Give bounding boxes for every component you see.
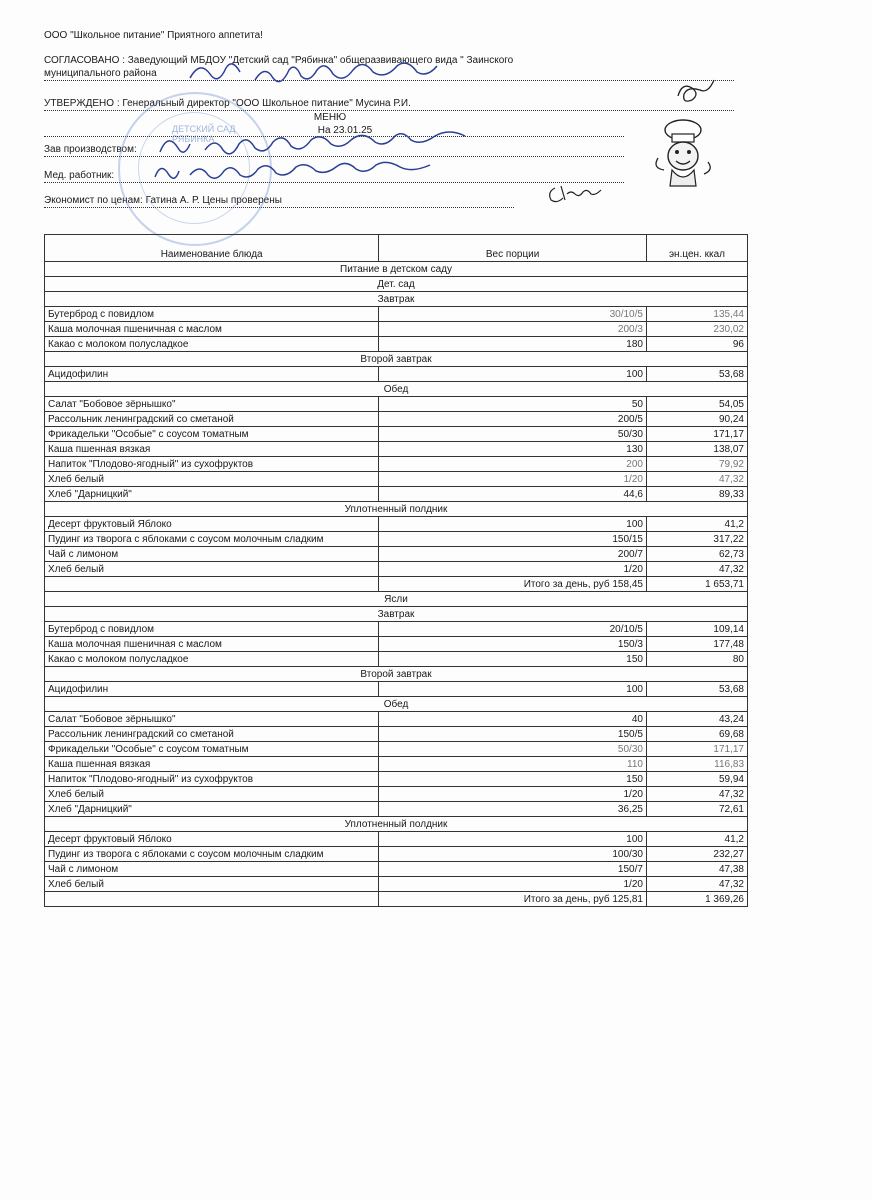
meal-title: Обед [45, 697, 748, 712]
total-row [45, 577, 748, 592]
table-row [45, 877, 748, 892]
table-row [45, 487, 748, 502]
dish-weight: 36,25 [379, 802, 647, 817]
dish-kcal: 62,73 [646, 547, 747, 562]
total-kcal: 1 369,26 [646, 892, 747, 907]
meal-row [45, 667, 748, 682]
menu-title: МЕНЮ [313, 112, 347, 123]
menu-table [44, 234, 748, 907]
dish-name: Хлеб белый [45, 787, 379, 802]
total-label: Итого за день, руб 125,81 [379, 892, 647, 907]
section-title: Дет. сад [45, 277, 748, 292]
dish-name: Пудинг из творога с яблоками с соусом молочным сладким [45, 847, 379, 862]
section-row [45, 277, 748, 292]
table-row [45, 532, 748, 547]
section-row [45, 592, 748, 607]
dish-name: Десерт фруктовый Яблоко [45, 517, 379, 532]
dish-kcal: 96 [646, 337, 747, 352]
dish-name: Ацидофилин [45, 367, 379, 382]
total-kcal: 1 653,71 [646, 577, 747, 592]
dish-kcal: 47,38 [646, 862, 747, 877]
dish-weight: 100 [379, 517, 647, 532]
dish-name: Чай с лимоном [45, 547, 379, 562]
stamp-text: ДЕТСКИЙ САД РЯБИНКА [172, 124, 236, 144]
dish-kcal: 171,17 [646, 427, 747, 442]
dish-kcal: 41,2 [646, 517, 747, 532]
dish-name: Каша молочная пшеничная с маслом [45, 322, 379, 337]
meal-title: Второй завтрак [45, 667, 748, 682]
medic-label: Мед. работник: [44, 170, 115, 181]
meal-row [45, 607, 748, 622]
table-row [45, 847, 748, 862]
dish-kcal: 232,27 [646, 847, 747, 862]
col-header-kcal: эн.цен. ккал [646, 235, 747, 262]
table-row [45, 307, 748, 322]
dish-name: Рассольник ленинградский со сметаной [45, 727, 379, 742]
table-row [45, 322, 748, 337]
dish-weight: 30/10/5 [379, 307, 647, 322]
dish-kcal: 41,2 [646, 832, 747, 847]
dish-kcal: 53,68 [646, 367, 747, 382]
dish-name: Салат "Бобовое зёрнышко" [45, 712, 379, 727]
meal-row [45, 292, 748, 307]
dish-kcal: 90,24 [646, 412, 747, 427]
table-row [45, 442, 748, 457]
dish-kcal: 53,68 [646, 682, 747, 697]
dish-kcal: 79,92 [646, 457, 747, 472]
signature-agreed [185, 58, 495, 86]
group-title-row [45, 262, 748, 277]
dish-weight: 20/10/5 [379, 622, 647, 637]
meal-row [45, 502, 748, 517]
table-row [45, 742, 748, 757]
dish-weight: 110 [379, 757, 647, 772]
dish-kcal: 116,83 [646, 757, 747, 772]
dish-name: Фрикадельки "Особые" с соусом томатным [45, 742, 379, 757]
table-row [45, 682, 748, 697]
signature-production [155, 130, 515, 160]
table-row [45, 787, 748, 802]
dish-kcal: 89,33 [646, 487, 747, 502]
agreed-line-1: СОГЛАСОВАНО : Заведующий МБДОУ "Детский сад "Рябинка" общеразвивающего вида " Заинского [44, 55, 514, 66]
signature-economist [545, 182, 605, 206]
dish-name: Пудинг из творога с яблоками с соусом молочным сладким [45, 532, 379, 547]
meal-title: Обед [45, 382, 748, 397]
dish-name: Бутерброд с повидлом [45, 622, 379, 637]
total-label: Итого за день, руб 158,45 [379, 577, 647, 592]
table-row [45, 862, 748, 877]
table-row [45, 337, 748, 352]
meal-title: Завтрак [45, 607, 748, 622]
signature-medic [150, 157, 470, 185]
dish-kcal: 317,22 [646, 532, 747, 547]
dish-name: Хлеб "Дарницкий" [45, 487, 379, 502]
meal-row [45, 352, 748, 367]
meal-title: Уплотненный полдник [45, 502, 748, 517]
agreed-line-2: муниципального района [44, 68, 157, 79]
dish-weight: 150/7 [379, 862, 647, 877]
total-row [45, 892, 748, 907]
dish-name: Десерт фруктовый Яблоко [45, 832, 379, 847]
org-title: ООО "Школьное питание" Приятного аппетита! [44, 30, 263, 41]
meal-row [45, 817, 748, 832]
dish-weight: 130 [379, 442, 647, 457]
dish-kcal: 43,24 [646, 712, 747, 727]
table-row [45, 727, 748, 742]
dish-weight: 100/30 [379, 847, 647, 862]
table-row [45, 832, 748, 847]
table-row [45, 757, 748, 772]
dish-name: Бутерброд с повидлом [45, 307, 379, 322]
dish-name: Фрикадельки "Особые" с соусом томатным [45, 427, 379, 442]
table-row [45, 562, 748, 577]
dish-name: Какао с молоком полусладкое [45, 337, 379, 352]
dish-name: Каша пшенная вязкая [45, 442, 379, 457]
dish-weight: 150 [379, 652, 647, 667]
dish-kcal: 47,32 [646, 562, 747, 577]
dish-weight: 200/7 [379, 547, 647, 562]
dish-name: Ацидофилин [45, 682, 379, 697]
signature-director [670, 78, 730, 108]
total-empty-cell [45, 892, 379, 907]
table-row [45, 637, 748, 652]
dish-weight: 40 [379, 712, 647, 727]
dish-weight: 1/20 [379, 472, 647, 487]
dish-kcal: 109,14 [646, 622, 747, 637]
dish-name: Хлеб белый [45, 562, 379, 577]
dish-weight: 100 [379, 832, 647, 847]
dish-weight: 150 [379, 772, 647, 787]
dish-name: Какао с молоком полусладкое [45, 652, 379, 667]
table-row [45, 772, 748, 787]
table-row [45, 547, 748, 562]
meal-row [45, 382, 748, 397]
dish-name: Чай с лимоном [45, 862, 379, 877]
dish-name: Хлеб белый [45, 472, 379, 487]
dish-weight: 1/20 [379, 787, 647, 802]
economist-underline [44, 207, 514, 208]
dish-weight: 200/5 [379, 412, 647, 427]
table-row [45, 517, 748, 532]
table-row [45, 427, 748, 442]
dish-weight: 180 [379, 337, 647, 352]
table-row [45, 712, 748, 727]
dish-weight: 1/20 [379, 562, 647, 577]
table-row [45, 652, 748, 667]
col-header-weight: Вес порции [379, 235, 647, 262]
dish-weight: 150/15 [379, 532, 647, 547]
dish-kcal: 47,32 [646, 472, 747, 487]
dish-kcal: 47,32 [646, 787, 747, 802]
dish-weight: 150/3 [379, 637, 647, 652]
economist-line: Экономист по ценам: Гатина А. Р. Цены проверены [44, 195, 282, 206]
col-header-name: Наименование блюда [45, 235, 379, 262]
approved-line: УТВЕРЖДЕНО : Генеральный директор "ООО Школьное питание" Мусина Р.И. [44, 98, 411, 109]
dish-name: Напиток "Плодово-ягодный" из сухофруктов [45, 457, 379, 472]
dish-kcal: 54,05 [646, 397, 747, 412]
table-row [45, 412, 748, 427]
dish-name: Хлеб белый [45, 877, 379, 892]
table-row [45, 397, 748, 412]
dish-weight: 200 [379, 457, 647, 472]
dish-kcal: 171,17 [646, 742, 747, 757]
group-title: Питание в детском саду [45, 262, 748, 277]
table-row [45, 367, 748, 382]
dish-name: Хлеб "Дарницкий" [45, 802, 379, 817]
production-label: Зав производством: [44, 144, 137, 155]
menu-date: На 23.01.25 [317, 125, 373, 136]
dish-weight: 150/5 [379, 727, 647, 742]
table-header-row [45, 235, 748, 262]
table-row [45, 622, 748, 637]
table-row [45, 457, 748, 472]
dish-name: Салат "Бобовое зёрнышко" [45, 397, 379, 412]
total-empty-cell [45, 577, 379, 592]
dish-kcal: 80 [646, 652, 747, 667]
dish-name: Каша молочная пшеничная с маслом [45, 637, 379, 652]
chef-mascot-icon [650, 118, 716, 188]
dish-kcal: 69,68 [646, 727, 747, 742]
dish-kcal: 72,61 [646, 802, 747, 817]
dish-name: Каша пшенная вязкая [45, 757, 379, 772]
dish-weight: 200/3 [379, 322, 647, 337]
table-row [45, 472, 748, 487]
dish-kcal: 138,07 [646, 442, 747, 457]
dish-weight: 50/30 [379, 742, 647, 757]
dish-weight: 100 [379, 367, 647, 382]
meal-title: Уплотненный полдник [45, 817, 748, 832]
dish-weight: 44,6 [379, 487, 647, 502]
dish-name: Напиток "Плодово-ягодный" из сухофруктов [45, 772, 379, 787]
dish-kcal: 135,44 [646, 307, 747, 322]
dish-kcal: 177,48 [646, 637, 747, 652]
section-title: Ясли [45, 592, 748, 607]
meal-title: Второй завтрак [45, 352, 748, 367]
dish-weight: 50/30 [379, 427, 647, 442]
dish-weight: 50 [379, 397, 647, 412]
meal-title: Завтрак [45, 292, 748, 307]
table-row [45, 802, 748, 817]
dish-weight: 1/20 [379, 877, 647, 892]
dish-name: Рассольник ленинградский со сметаной [45, 412, 379, 427]
dish-kcal: 59,94 [646, 772, 747, 787]
dish-kcal: 47,32 [646, 877, 747, 892]
meal-row [45, 697, 748, 712]
dish-weight: 100 [379, 682, 647, 697]
dish-kcal: 230,02 [646, 322, 747, 337]
